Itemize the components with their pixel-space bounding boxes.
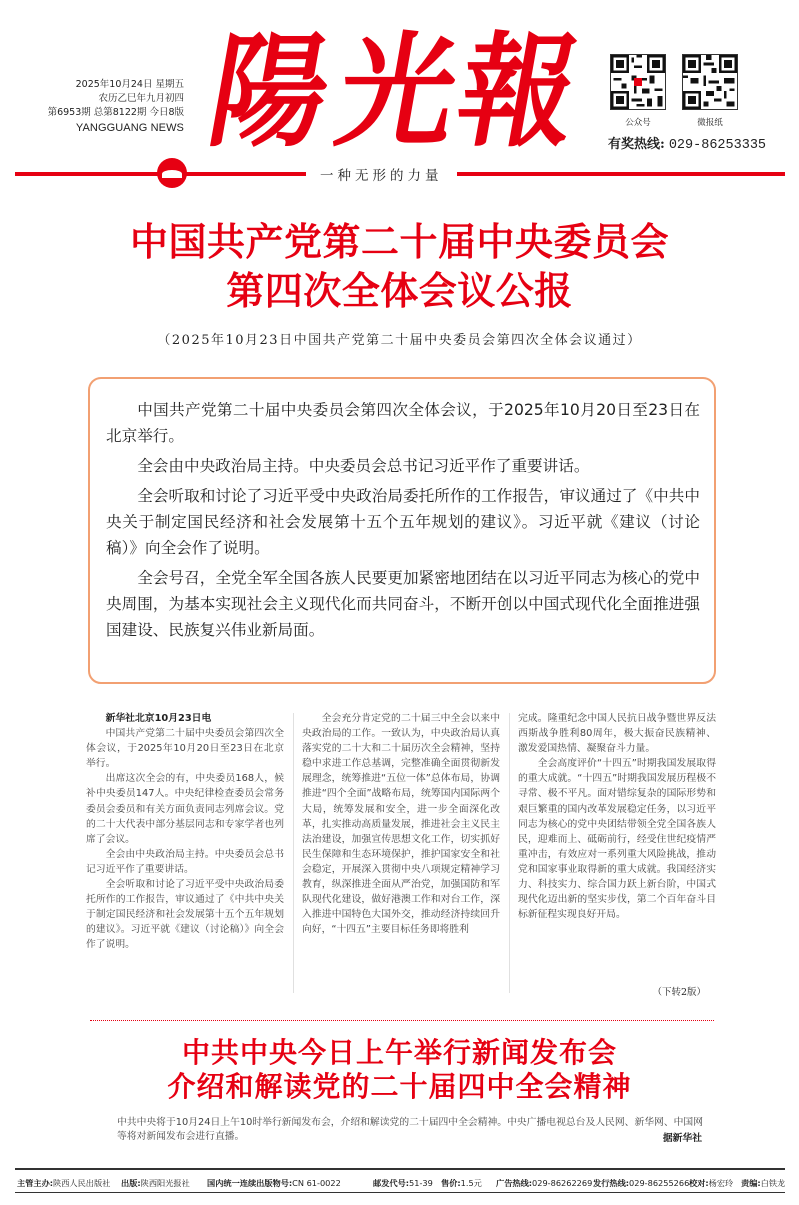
main-subtitle: （2025年10月23日中国共产党第二十届中央委员会第四次全体会议通过） [157,333,642,348]
second-headline-line1: 中共中央今日上午举行新闻发布会 [181,1036,617,1069]
continued-note[interactable]: （下转2版） [652,987,706,998]
issue-info [40,78,184,135]
qr-code-icon[interactable] [610,54,666,110]
body-paragraph: 全会听取和讨论了习近平受中央政治局委托所作的工作报告，审议通过了《中共中央关于制定国民经济和社会发展第十五个五年规划的建议》。习近平就《建议（讨论稿）》向全会作了说明。 [86,879,284,951]
footer-item: 发行热线:029-86255266 [593,1178,690,1188]
body-paragraph: 出席这次全会的有，中央委员168人，候补中央委员147人。中央纪律检查委员会常务委员会委员和有关方面负责同志列席会议。党的二十大代表中部分基层同志和专家学者也列席了会议。 [86,773,284,845]
issue-date: 2025年10月24日 星期五 [75,79,184,90]
body-paragraph: 全会由中央政治局主持。中央委员会总书记习近平作了重要讲话。 [86,848,284,875]
body-paragraph: 完成。隆重纪念中国人民抗日战争暨世界反法西斯战争胜利80周年，极大振奋民族精神、激发爱国热情、凝聚奋斗力量。 [518,713,716,755]
english-name: YANGGUANG NEWS [75,121,184,134]
article-column-1 [86,711,284,953]
article-body [86,711,718,1001]
hotline-number[interactable]: 029-86253335 [668,138,767,153]
footer-item: 责编:白铁龙 [741,1178,786,1188]
footer [17,1175,787,1191]
newspaper-logo [199,19,589,165]
section-divider [90,1020,714,1021]
footer-rule [15,1168,785,1170]
column-divider [509,713,510,993]
main-headline-line1: 中国共产党第二十届中央委员会 [129,220,669,264]
column-divider [293,713,294,993]
footer-item: 主管主办:陕西人民出版社 [17,1178,111,1188]
hotline-label: 有奖热线: [608,137,665,152]
second-story-text: 中共中央将于10月24日上午10时举行新闻发布会，介绍和解读党的二十届四中全会精神。中央广播电视总台及人民网、新华网、中国网等将对新闻发布会进行直播。 [117,1117,704,1142]
footer-rule [15,1192,785,1193]
slogan: 一种无形的力量 [306,164,457,184]
issue-number: 第6953期 总第8122期 今日8版 [47,107,184,119]
footer-item: 国内统一连续出版物号:CN 61-0022 [207,1178,341,1188]
masthead [0,0,799,190]
summary-paragraph: 全会听取和讨论了习近平受中央政治局委托所作的工作报告，审议通过了《中共中央关于制定国民经济和社会发展第十五个五年规划的建议》。习近平就《建议（讨论稿）》向全会作了说明。 [106,487,700,557]
hotline [608,133,766,153]
article-column-2 [302,711,500,937]
lunar-date: 农历乙巳年九月初四 [98,93,184,105]
second-story-source: 据新华社 [662,1133,702,1144]
summary-paragraph: 中国共产党第二十届中央委员会第四次全体会议，于2025年10月20日至23日在北京举行。 [106,401,700,445]
second-headline-line2: 介绍和解读党的二十届四中全会精神 [167,1070,632,1103]
dateline: 新华社北京10月23日电 [105,713,212,724]
logo-char-1: 陽 [199,19,341,165]
logo-char-2: 光 [327,19,469,165]
footer-item: 出版:陕西阳光报社 [121,1178,190,1188]
article-column-3 [518,711,716,922]
body-paragraph: 全会高度评价“十四五”时期我国发展取得的重大成就。“十四五”时期我国发展历程极不寻常、极不平凡。面对错综复杂的国际形势和艰巨繁重的国内改革发展稳定任务，以习近平同志为核心的党中央团结带领全党全国各族人民，迎难而上、砥砺前行，经受住世纪疫情严重冲击，有效应对一系列重大风险挑战，推动党和国家事业取得新的重大成就。我国经济实力、科技实力、综合国力跃上新台阶，中国式现代化迈出新的坚实步伐，第二个百年奋斗目标新征程实现良好开局。 [518,758,716,921]
summary-paragraph: 全会号召，全党全军全国各族人民要更加紧密地团结在以习近平同志为核心的党中央周围，为基本实现社会主义现代化而共同奋斗，不断开创以中国式现代化全面推进强国建设、民族复兴伟业新局面。 [106,569,700,639]
footer-item: 邮发代号:51-39 [373,1178,433,1188]
footer-item: 售价:1.5元 [441,1178,482,1188]
main-headline-line2: 第四次全体会议公报 [226,269,573,313]
body-paragraph: 中国共产党第二十届中央委员会第四次全体会议，于2025年10月20日至23日在北京举行。 [86,728,284,770]
body-paragraph: 全会充分肯定党的二十届三中全会以来中央政治局的工作。一致认为，中央政治局认真落实党的二十大和二十届历次全会精神，坚持稳中求进工作总基调，完整准确全面贯彻新发展理念，统筹推进“五位一体”总体布局，协调推进“四个全面”战略布局，统筹国内国际两个大局，统筹发展和安全，进一步全面深化改革，扎实推动高质量发展，推进社会主义民主法治建设，加强宣传思想文化工作，切实抓好民生保障和生态环境保护，推护国家安全和社会稳定，开展深入贯彻中央八项规定精神学习教育，纵深推进全面从严治党，加强国防和军队现代化建设，做好港澳工作和对台工作，深入推进中国特色大国外交，推动经济持续回升向好，“十四五”主要目标任务即将胜利 [302,713,500,936]
logo-char-3: 報 [447,19,589,165]
summary-paragraph: 全会由中央政治局主持。中央委员会总书记习近平作了重要讲话。 [137,457,590,475]
sun-icon [157,158,187,188]
qr-label-wechat: 公众号 [625,118,651,128]
qr-label-epaper: 微报纸 [697,118,723,128]
qr-code-icon[interactable] [682,54,738,110]
summary-box [88,377,716,684]
footer-item: 广告热线:029-86262269 [496,1178,593,1188]
footer-item: 校对:杨宏玲 [689,1178,734,1188]
